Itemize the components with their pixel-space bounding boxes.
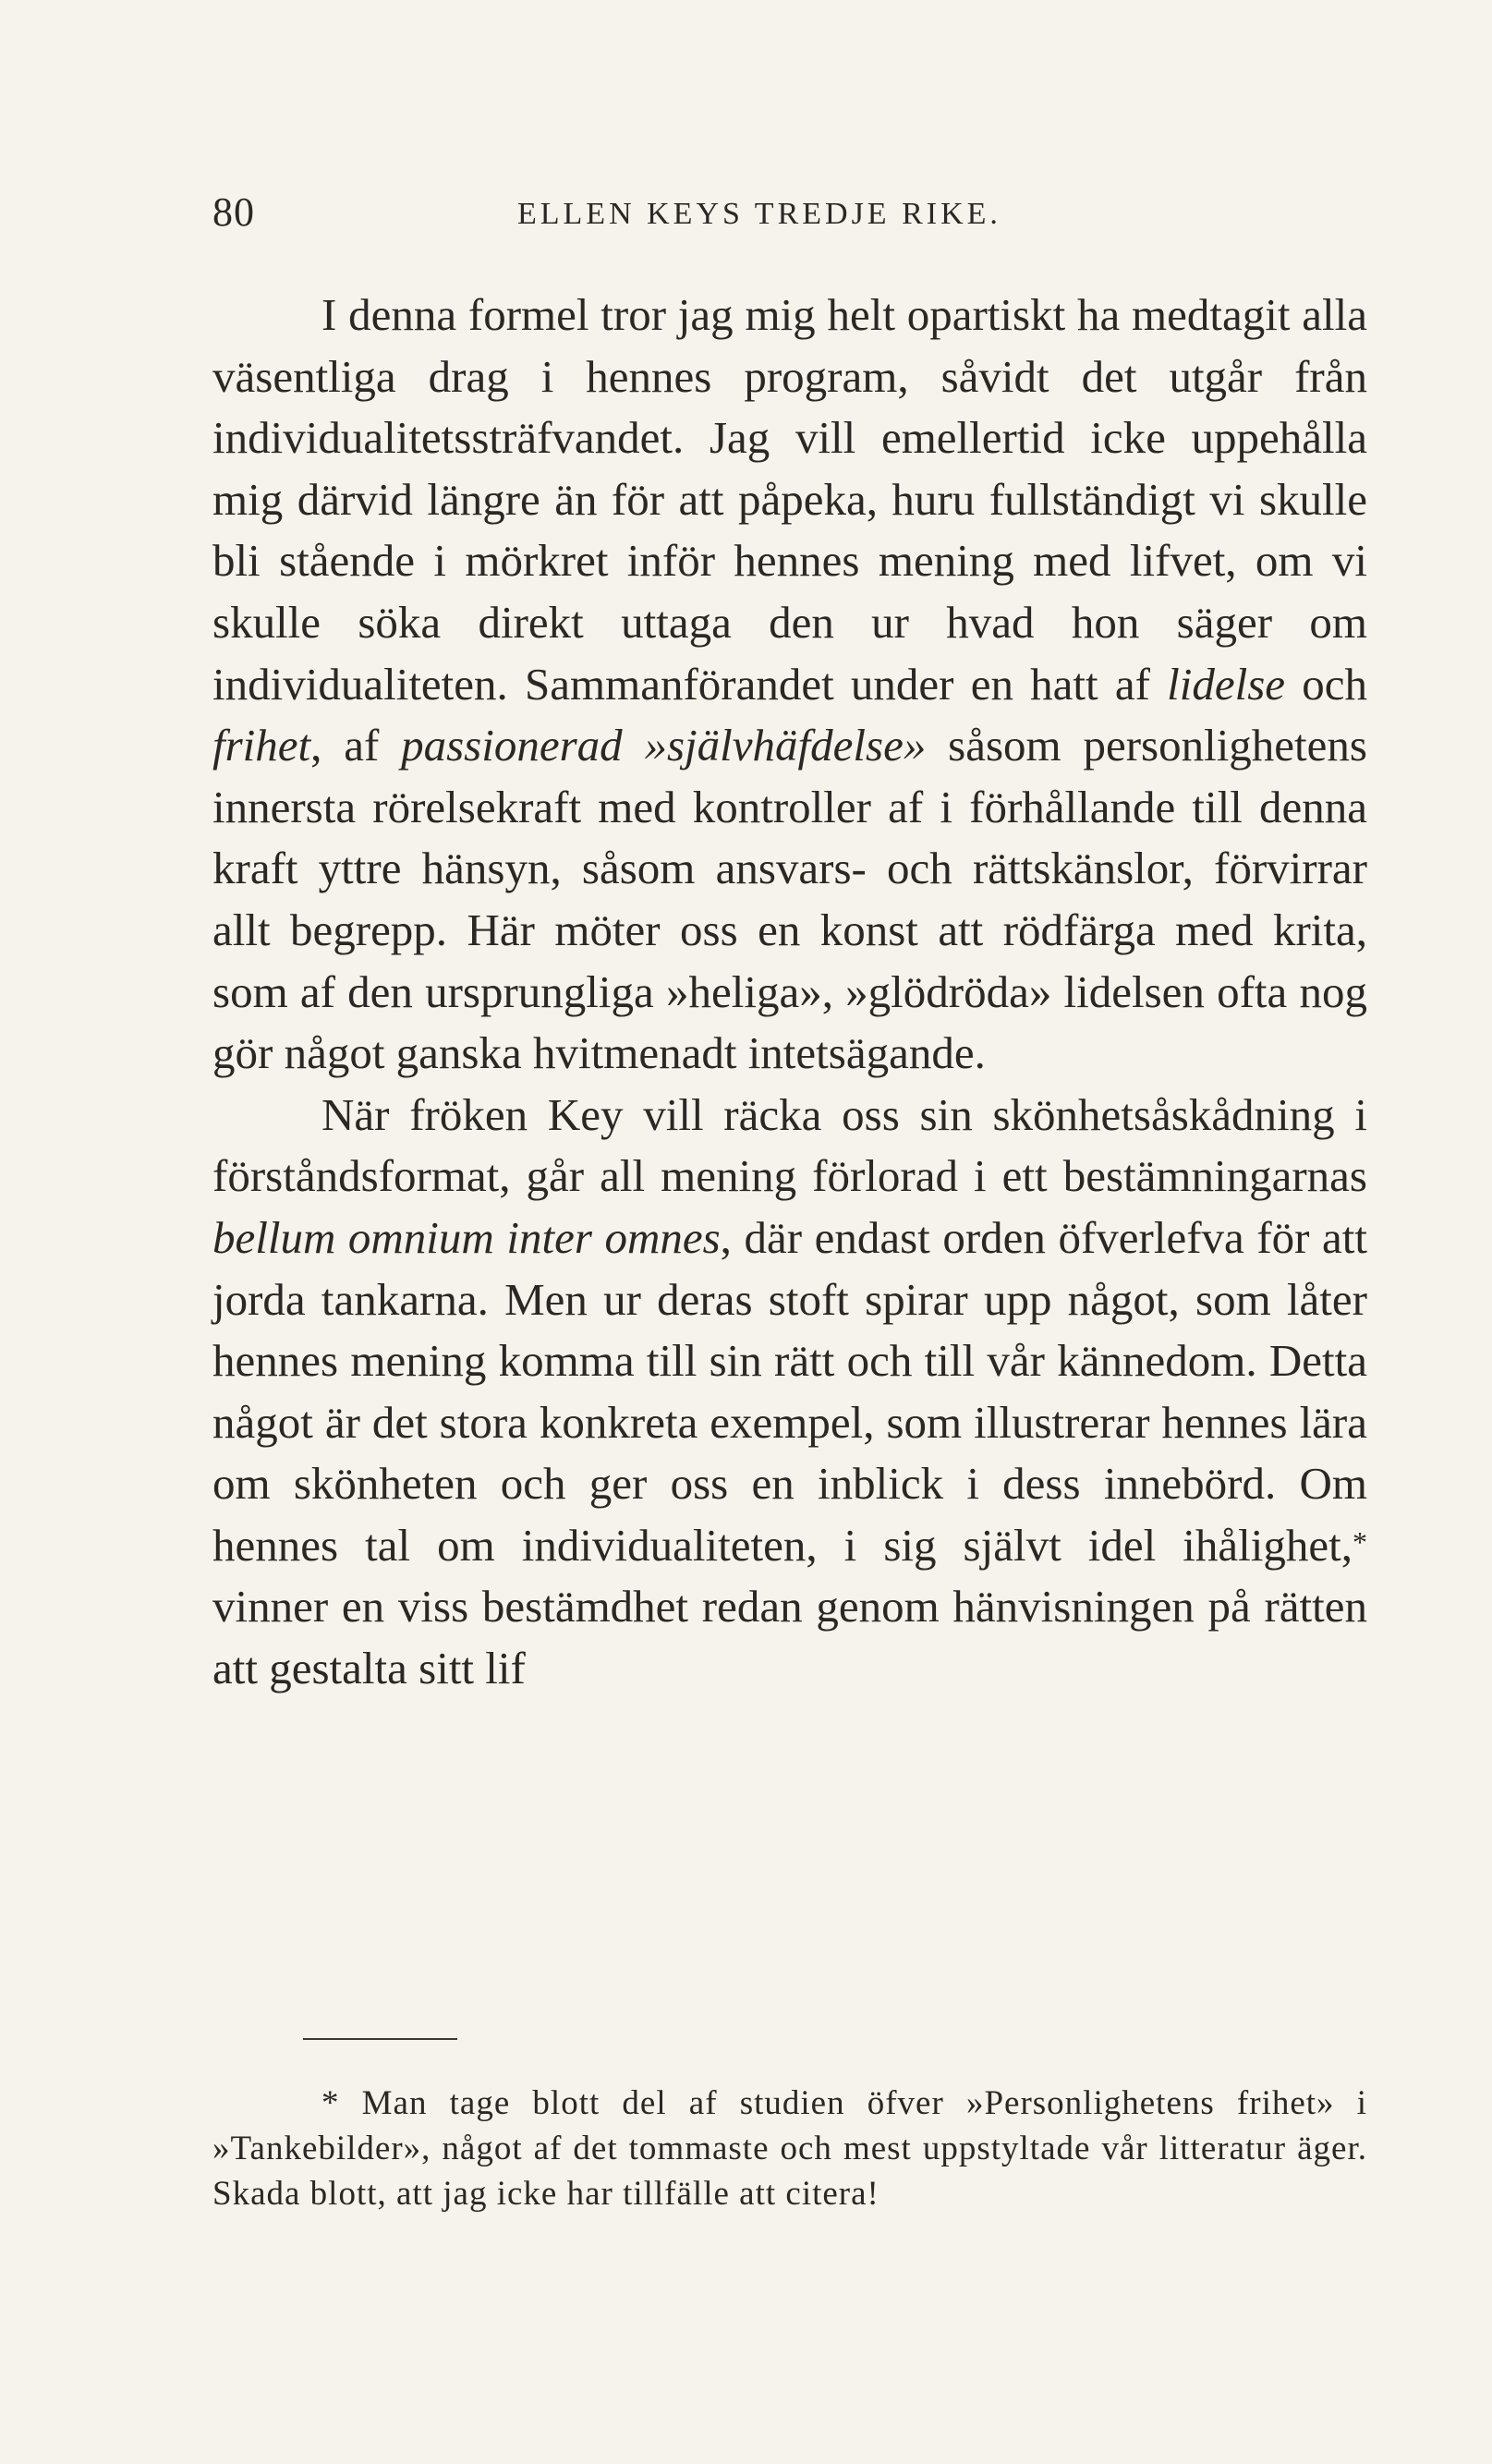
paragraph-2	[212, 1085, 1367, 1700]
footnote-marker: *	[1353, 1524, 1367, 1559]
paragraph-1-text-c: , af	[310, 720, 402, 771]
italic-frihet: frihet	[212, 720, 311, 771]
paragraph-2-text-b: , där endast orden öfverlefva för att jorda tankarna. Men ur deras stoft spirar upp något, som låter hennes mening komma till sin rätt och till vår kännedom. Detta något är det stora konkreta exempel, som illustrerar hennes lära om skönheten och ger oss en inblick i dess innebörd. Om hennes tal om individualiteten, i sig självt idel ihålighet,	[212, 1211, 1367, 1571]
page-header	[212, 185, 1367, 240]
paragraph-2-text-a: När fröken Key vill räcka oss sin skönhetsåskådning i förståndsformat, går all mening förlorad i ett bestämningarnas	[212, 1088, 1367, 1202]
paragraph-1-text-b: och	[1285, 658, 1368, 710]
running-title: ELLEN KEYS TREDJE RIKE.	[517, 197, 1001, 231]
italic-bellum-omnium: bellum omnium inter omnes	[212, 1211, 721, 1263]
page-number: 80	[212, 189, 255, 235]
paragraph-1	[212, 285, 1367, 1085]
italic-lidelse: lidelse	[1167, 658, 1286, 710]
paragraph-1-text-a: I denna formel tror jag mig helt opartiskt ha medtagit alla väsentliga drag i hennes program, såvidt det utgår från individualitetssträfvandet. Jag vill emellertid icke uppehålla mig därvid längre än för att påpeka, huru fullständigt vi skulle bli stående i mörkret inför hennes mening med lifvet, om vi skulle söka direkt uttaga den ur hvad hon säger om individualiteten. Sammanförandet under en hatt af	[212, 289, 1367, 710]
body-text	[212, 285, 1367, 1700]
paragraph-2-text-c: vinner en viss bestämdhet redan genom hänvisningen på rätten att gestalta sitt lif	[212, 1581, 1367, 1694]
footnote-rule	[303, 2038, 457, 2040]
italic-passionerad: passionerad »självhäfdelse»	[401, 720, 927, 771]
paragraph-1-text-d: såsom personlighetens innersta rörelsekraft med kontroller af i förhållande till denna kraft yttre hänsyn, såsom ansvars- och rättskänslor, förvirrar allt begrepp. Här möter oss en konst att rödfärga med krita, som af den ursprungliga »heliga», »glödröda» lidelsen ofta nog gör något ganska hvitmenadt intetsägande.	[212, 720, 1367, 1079]
footnote: * Man tage blott del af studien öfver »Personlighetens frihet» i »Tankebilder», något af det tommaste och mest uppstyltade vår litteratur äger. Skada blott, att jag icke har tillfälle att citera!	[212, 2084, 1367, 2213]
